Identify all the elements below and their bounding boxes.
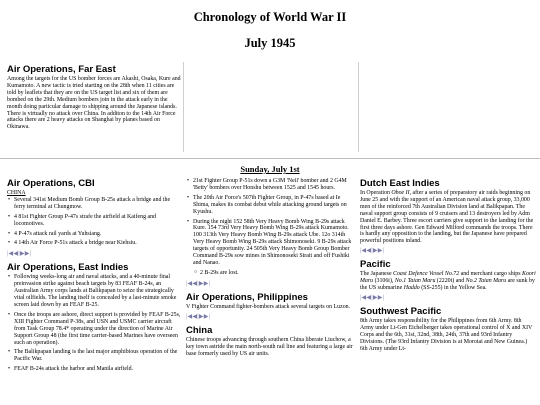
nav-arrows[interactable] bbox=[360, 294, 536, 302]
list-item: • FEAF B-24s attack the harbor and Manila airfield. bbox=[7, 366, 181, 373]
heading-air-ops-philippines: Air Operations, Philippines bbox=[186, 291, 308, 303]
southwest-pacific-body: 8th Army takes responsibility for the Philippines from 6th Army. 8th Army under Lt-Gen Eichelberger takes operational control of X and XIV Corps and the 6th, 31st, 32nd, 38th, 24th, 37th and 93rd Infantry Divisions. (The 93rd Infantry Division is at Morotai and New Guinea.) 6th Army under Lt- bbox=[360, 317, 533, 352]
text-fragment: (3106t), bbox=[373, 278, 395, 285]
section-divider bbox=[0, 158, 540, 159]
section-air-ops-far-east bbox=[7, 64, 181, 154]
heading-air-ops-cbi: Air Operations, CBI bbox=[7, 178, 95, 189]
list-item: • 4 81st Fighter Group P-47s strafe the airfield at Kaifeng and locomotives. bbox=[7, 214, 181, 228]
continuation-list bbox=[186, 178, 356, 277]
nav-arrows-icon[interactable]: |◀◀|▶▶| bbox=[360, 294, 385, 301]
list-item: • 21st Fighter Group P-51s down a G3M 'Nell' bomber and 2 G4M 'Betty' bombers over Honshu between 1525 and 1545 hours. bbox=[186, 178, 356, 192]
subheading-china: CHINA bbox=[7, 190, 26, 196]
nav-arrows-icon[interactable]: |◀◀|▶▶| bbox=[360, 248, 385, 255]
column-divider bbox=[183, 62, 184, 152]
text-fragment: The Japanese bbox=[360, 271, 394, 278]
column-middle bbox=[186, 178, 356, 405]
nav-arrows-icon[interactable]: |◀◀|▶▶| bbox=[186, 280, 211, 287]
text-fragment: (2220t) and bbox=[435, 278, 466, 285]
list-item: • 4 14th Air Force P-51s attack a bridge near Kiehsiu. bbox=[7, 240, 181, 247]
list-item: • Once the troops are ashore, direct support is provided by FEAF B-25s, XIII Fighter Command P-38s, and USN and USMC carrier aircraft from Task Group 78.4* operating under the direction of Marine Air Support Group 48 (the first time carrier-based Marines have overseen such an operation). bbox=[7, 312, 181, 347]
heading-air-ops-far-east: Air Operations, Far East bbox=[7, 64, 116, 75]
ship-name: No.1 Taian Maru bbox=[394, 278, 436, 285]
list-item: • The 20th Air Force's 507th Fighter Group, in P-47s based at Ie Shima, makes its combat debut while attacking ground targets on Kyushu. bbox=[186, 195, 356, 216]
text-fragment: , after a series of preparatory air raids beginning on June 25 and with the support of an American naval attack group, 33,000 men of the reinforced 7th Australian Division land at Balikpapan. The naval support group consists of 9 cruisers and 13 destroyers led by Adm Daniel E. Barbey. Three escort carriers give support to the landing for the first three days ashore. Gen Edward Milford commands the troops. There is hardly any opposition to the landing, but the Japanese have prepared powerful positions inland. bbox=[360, 190, 534, 245]
date-heading: Sunday, July 1st bbox=[240, 164, 300, 174]
text-fragment: are sunk by the US submarine bbox=[360, 278, 535, 292]
nav-arrows-icon[interactable]: |◀◀|▶▶| bbox=[186, 313, 211, 320]
heading-pacific: Pacific bbox=[360, 259, 391, 271]
nav-arrows[interactable] bbox=[7, 250, 181, 258]
pacific-body bbox=[360, 271, 536, 292]
list-item: • Several 341st Medium Bomb Group B-25s attack a bridge and the ferry terminal at Chungmow. bbox=[7, 197, 181, 211]
nav-arrows[interactable] bbox=[186, 313, 356, 321]
dutch-east-indies-body bbox=[360, 190, 536, 245]
philippines-body: V Fighter Command fighter-bombers attack several targets on Luzon. bbox=[186, 303, 351, 310]
cbi-list bbox=[7, 197, 181, 247]
column-divider bbox=[358, 62, 359, 152]
heading-dutch-east-indies: Dutch East Indies bbox=[360, 178, 440, 189]
ship-name: Coast Defence Vessel No.72 bbox=[393, 271, 460, 278]
list-item: • The Balikpapan landing is the last major amphibious operation of the Pacific War. bbox=[7, 349, 181, 363]
operation-name: Oboe II bbox=[391, 190, 410, 196]
nav-arrows[interactable] bbox=[360, 247, 536, 255]
nav-arrows-icon[interactable]: |◀◀|▶▶| bbox=[7, 251, 32, 258]
heading-air-ops-east-indies: Air Operations, East Indies bbox=[7, 262, 129, 274]
column-right bbox=[360, 178, 536, 405]
text-fragment: (SS-255) in the Yellow Sea. bbox=[419, 285, 487, 292]
heading-china: China bbox=[186, 324, 213, 336]
nav-arrows[interactable] bbox=[186, 280, 356, 288]
list-item: • Following weeks-long air and naval attacks, and a 40-minute final preinvasion strike against beach targets by 83 FEAF B-24s, an Australian Army corps lands at Balikpapan to seize the strategically vital oilfields. The landing itself is concealed by a last-minute smoke screen laid down by an FEAF B-25. bbox=[7, 274, 181, 309]
column-left bbox=[7, 178, 181, 405]
ship-name: Haddo bbox=[403, 285, 420, 292]
east-indies-list bbox=[7, 274, 181, 373]
list-item: • During the night 152 58th Very Heavy Bomb Wing B-29s attack Kure. 154 73rd Very Heavy Bomb Wing B-29s attack Kumamoto. 100 313th Very Heavy Bomb Wing B-29s attack Ube. 12o 314th Very Heavy Bomb Wing B-29s attack Shimonoseki. 9 B-29s attack targets of opportunity. 24 505th Very Heavy Bomb Group Bomber Command B-29s sow mines in Shimonoseki Strait and off Fushiki and Nanao. bbox=[186, 219, 356, 267]
list-sub-item: ○ 2 B-29s are lost. bbox=[186, 270, 356, 277]
page-title: Chronology of World War II bbox=[193, 10, 347, 24]
text-fragment: and merchant cargo ships bbox=[459, 271, 523, 278]
text-fragment: In Operation bbox=[360, 190, 392, 196]
ship-name: No.2 Taian Maru bbox=[465, 278, 507, 285]
far-east-body: Among the targets for the US bomber forces are Akashi, Osaka, Kure and Kumamoto. A new tactic is tried starting on the 28th when 11 cities are told by leaflets that they are on the US target list and six of them are bombed on the 29th. Medium bombers join in the attack early in the month doing particular damage to shipping around the Japanese islands. There is virtually no attack over China. In additon to the 14th Air Force attacks there are 2 heavy attacks on Shanghai by planes based on Okinawa. bbox=[7, 76, 181, 131]
china-body: Chinese troops advancing through southern China liberate Liuchow, a key town astride the main north-south rail line and featuring a large air base formerly used by US air units. bbox=[186, 336, 353, 357]
ship-name: Koori Maru bbox=[360, 271, 536, 285]
list-item: • 4 P-47s attack rail yards at Yuhsiang. bbox=[7, 231, 181, 238]
heading-southwest-pacific: Southwest Pacific bbox=[360, 305, 442, 317]
page-subtitle: July 1945 bbox=[244, 36, 296, 50]
